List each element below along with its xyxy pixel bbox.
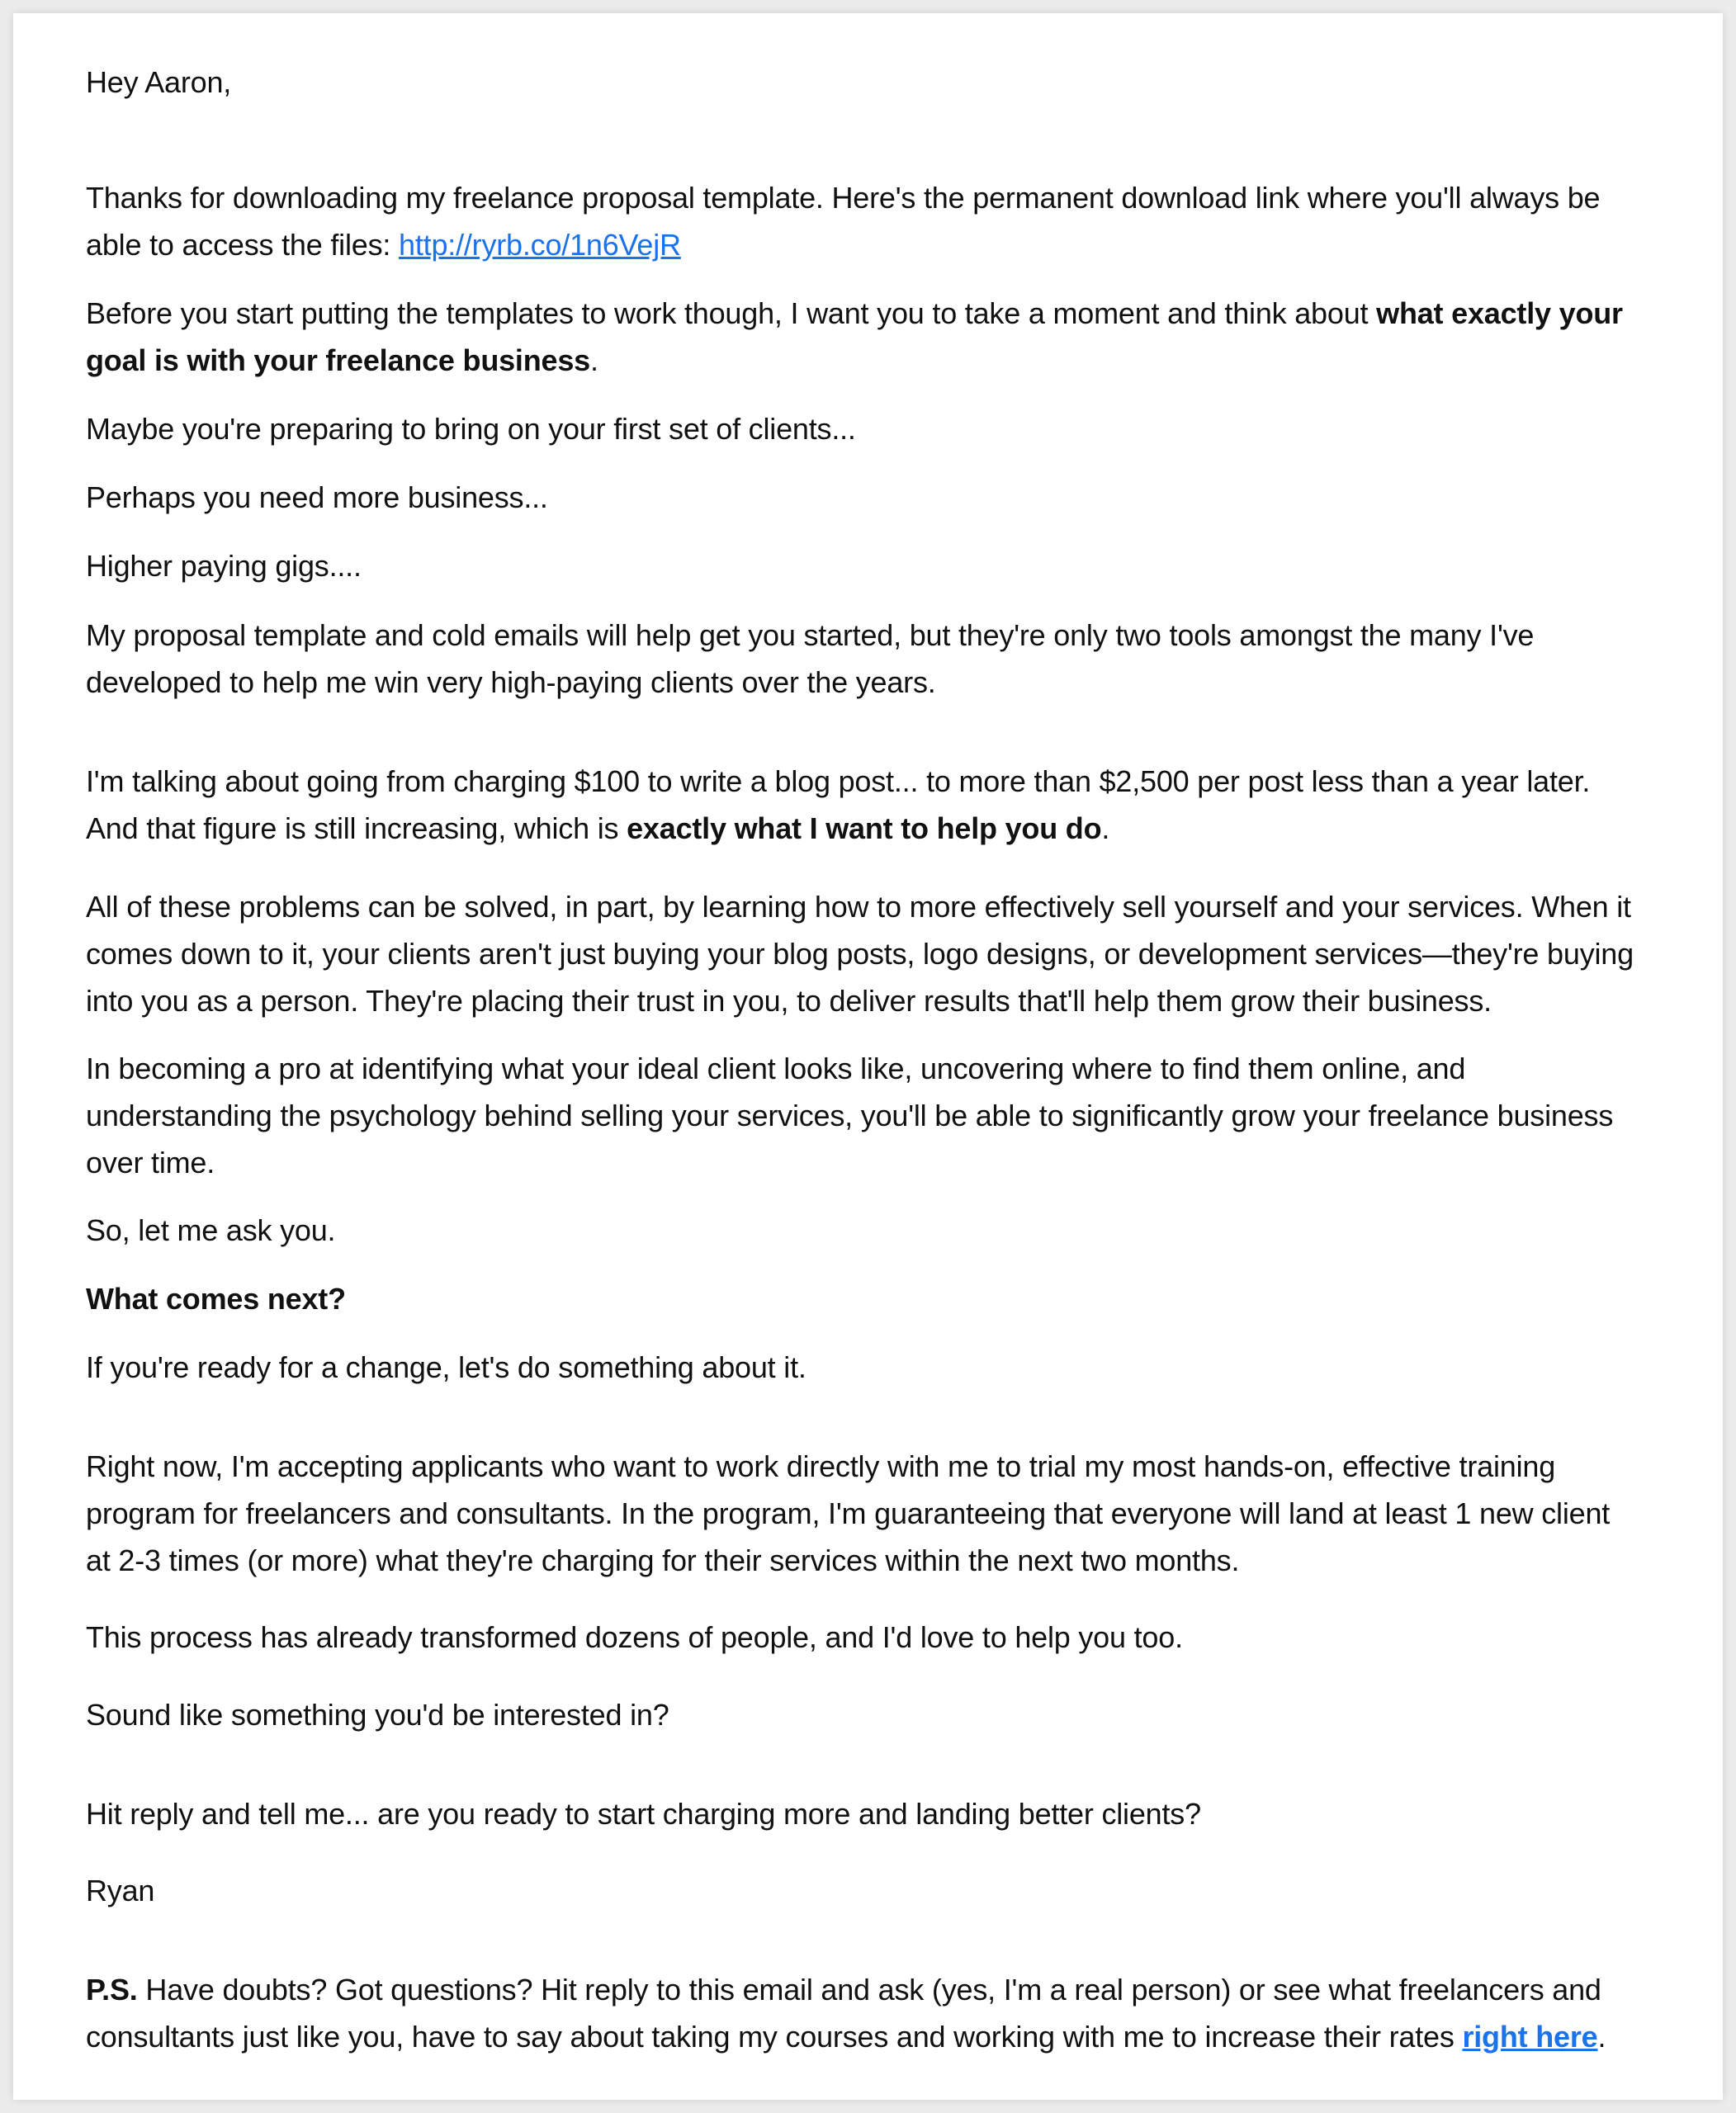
paragraph-text: Maybe you're preparing to bring on your first set of clients... bbox=[86, 412, 856, 446]
paragraph-line: at 2-3 times (or more) what they're charging for their services within the next two months. bbox=[86, 1543, 1240, 1577]
paragraph-text: This process has already transformed dozens of people, and I'd love to help you too. bbox=[86, 1620, 1183, 1654]
paragraph-line: over time. bbox=[86, 1146, 215, 1179]
paragraph-text: Sound like something you'd be interested in? bbox=[86, 1698, 669, 1732]
paragraph-text: Higher paying gigs.... bbox=[86, 549, 362, 583]
download-link[interactable]: http://ryrb.co/1n6VejR bbox=[399, 228, 681, 262]
paragraph-text: . bbox=[590, 343, 598, 377]
paragraph-line: into you as a person. They're placing their trust in you, to deliver results that'll help them grow their business. bbox=[86, 984, 1492, 1018]
paragraph-line: All of these problems can be solved, in part, by learning how to more effectively sell yourself and your services. When it bbox=[86, 890, 1631, 924]
paragraph-line bbox=[86, 337, 1696, 384]
ps-label: P.S. bbox=[86, 1973, 138, 2007]
paragraph-text: If you're ready for a change, let's do something about it. bbox=[86, 1350, 807, 1384]
signature bbox=[86, 1867, 1696, 1914]
paragraph-line: Thanks for downloading my freelance proposal template. Here's the permanent download link where you'll always be bbox=[86, 181, 1601, 215]
paragraph-line: understanding the psychology behind selling your services, you'll be able to significantly grow your freelance business bbox=[86, 1099, 1614, 1132]
paragraph-line: My proposal template and cold emails will help get you started, but they're only two tools amongst the many I've bbox=[86, 618, 1535, 652]
paragraph-tools bbox=[86, 612, 1696, 706]
paragraph-applicants bbox=[86, 1443, 1696, 1584]
paragraph-postscript bbox=[86, 1966, 1696, 2060]
paragraph-line: I'm talking about going from charging $100 to write a blog post... to more than $2,500 per post less than a year later. bbox=[86, 764, 1591, 798]
email-card bbox=[13, 13, 1723, 2100]
paragraph-let-me-ask bbox=[86, 1207, 1696, 1254]
paragraph-text: . bbox=[1597, 2020, 1606, 2054]
paragraph-line bbox=[86, 2013, 1696, 2060]
paragraph-line bbox=[86, 221, 1696, 268]
greeting bbox=[86, 59, 1696, 106]
paragraph-line bbox=[86, 290, 1696, 337]
paragraph-hit-reply bbox=[86, 1790, 1696, 1837]
paragraph-text: Have doubts? Got questions? Hit reply to this email and ask (yes, I'm a real person) or see what freelancers and bbox=[137, 1973, 1601, 2007]
paragraph-text: able to access the files: bbox=[86, 228, 400, 262]
paragraph-transformed bbox=[86, 1614, 1696, 1661]
right-here-link[interactable]: right here bbox=[1462, 2020, 1598, 2054]
paragraph-line bbox=[86, 1966, 1696, 2013]
paragraph-pricing bbox=[86, 758, 1696, 852]
paragraph-line bbox=[86, 805, 1696, 852]
paragraph-ready-for-change bbox=[86, 1344, 1696, 1391]
paragraph-line: developed to help me win very high-paying clients over the years. bbox=[86, 665, 936, 699]
paragraph-first-clients bbox=[86, 405, 1696, 452]
paragraph-text: . bbox=[1101, 811, 1110, 845]
paragraph-goal bbox=[86, 290, 1696, 384]
bold-text: goal is with your freelance business bbox=[86, 343, 590, 377]
paragraph-becoming-pro bbox=[86, 1045, 1696, 1186]
paragraph-problems bbox=[86, 883, 1696, 1024]
paragraph-text: Before you start putting the templates to work though, I want you to take a moment and think about bbox=[86, 296, 1377, 330]
paragraph-more-business bbox=[86, 474, 1696, 521]
paragraph-what-comes-next bbox=[86, 1275, 1696, 1322]
paragraph-line: program for freelancers and consultants. In the program, I'm guaranteeing that everyone will land at least 1 new client bbox=[86, 1496, 1611, 1530]
bold-text: exactly what I want to help you do bbox=[627, 811, 1102, 845]
paragraph-interested bbox=[86, 1691, 1696, 1738]
bold-text: What comes next? bbox=[86, 1282, 346, 1316]
paragraph-higher-paying bbox=[86, 542, 1696, 589]
paragraph-text: Perhaps you need more business... bbox=[86, 480, 548, 514]
paragraph-text: Hit reply and tell me... are you ready to start charging more and landing better clients? bbox=[86, 1797, 1201, 1831]
paragraph-text: consultants just like you, have to say about taking my courses and working with me to increase their rates bbox=[86, 2020, 1463, 2054]
paragraph-line: In becoming a pro at identifying what your ideal client looks like, uncovering where to find them online, and bbox=[86, 1052, 1466, 1085]
greeting-text: Hey Aaron, bbox=[86, 65, 232, 99]
paragraph-line: comes down to it, your clients aren't just buying your blog posts, logo designs, or development services—they're buying bbox=[86, 937, 1634, 971]
paragraph-text: And that figure is still increasing, which is bbox=[86, 811, 627, 845]
paragraph-download-link bbox=[86, 174, 1696, 268]
paragraph-line: Right now, I'm accepting applicants who want to work directly with me to trial my most hands-on, effective training bbox=[86, 1449, 1556, 1483]
bold-text: what exactly your bbox=[1376, 296, 1623, 330]
signature-text: Ryan bbox=[86, 1874, 155, 1907]
paragraph-text: So, let me ask you. bbox=[86, 1213, 336, 1247]
